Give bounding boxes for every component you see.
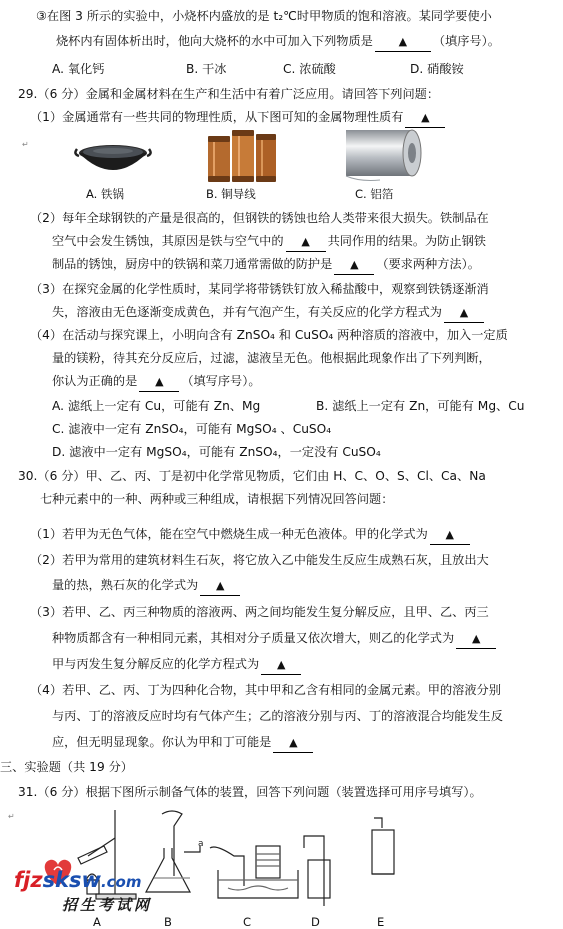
q29-stem: 29.（6 分）金属和金属材料在生产和生活中有着广泛应用。请回答下列问题： <box>18 87 440 101</box>
q30-part-1 <box>30 525 472 545</box>
caption-c: C. 铝箔 <box>355 187 394 201</box>
q28-line-2 <box>56 32 500 52</box>
q29-option-c: C. 滤液中一定有 ZnSO₄，可能有 MgSO₄ 、CuSO₄ <box>52 422 332 436</box>
answer-blank[interactable]: ▲ <box>405 109 445 128</box>
q28-option-a: A. 氧化钙 <box>52 62 105 76</box>
q30-part-2-line-2-text: 量的热，熟石灰的化学式为 <box>52 578 199 592</box>
q30-part-3-line-1: （3）若甲、乙、丙三种物质的溶液两、两之间均能发生复分解反应，且甲、乙、丙三 <box>30 605 489 619</box>
q28-line-2-text: 烧杯内有固体析出时，他向大烧杯的水中可加入下列物质是 <box>56 34 373 48</box>
answer-blank[interactable]: ▲ <box>286 233 326 252</box>
q30-part-4-line-1: （4）若甲、乙、丙、丁为四种化合物，其中甲和乙含有相同的金属元素。甲的溶液分别 <box>30 683 501 697</box>
q29-part-2-line-1: （2）每年全球钢铁的产量是很高的，但钢铁的锈蚀也给人类带来很大损失。铁制品在 <box>30 211 489 225</box>
answer-blank[interactable]: ▲ <box>375 33 431 52</box>
apparatus-e <box>372 818 394 874</box>
label-a: A <box>93 915 101 929</box>
q29-part-2-line-3 <box>52 255 480 275</box>
q29-option-b: B. 滤纸上一定有 Zn，可能有 Mg、Cu <box>316 399 525 413</box>
q30-part-3-line-3 <box>52 655 303 675</box>
answer-blank[interactable]: ▲ <box>334 256 374 275</box>
label-a-small: a <box>198 839 204 849</box>
label-d: D <box>311 915 320 929</box>
q29-part-2-line-2 <box>52 232 486 252</box>
q28-line-2-tail: （填序号）。 <box>432 34 500 48</box>
iron-wok-image <box>72 135 154 183</box>
return-mark-icon: ↵ <box>22 140 29 149</box>
q30-part-4-line-3 <box>52 733 315 753</box>
q29-option-a: A. 滤纸上一定有 Cu，可能有 Zn、Mg <box>52 399 261 413</box>
q29-part-4-line-2: 量的镁粉，待其充分反应后，过滤，滤液呈无色。他根据此现象作出了下列判断， <box>52 351 491 365</box>
label-e: E <box>377 915 385 929</box>
q29-part-3-line-2-a: 失，溶液由无色逐渐变成黄色，并有气泡产生，有关反应的化学方程式为 <box>52 305 442 319</box>
q30-part-4-line-2: 与丙、丁的溶液反应时均有气体产生；乙的溶液分别与丙、丁的溶液混合均能发生反 <box>52 709 503 723</box>
apparatus-c <box>210 846 298 898</box>
q29-option-d: D. 滤液中一定有 MgSO₄，可能有 ZnSO₄，一定没有 CuSO₄ <box>52 445 381 459</box>
q29-part-2-line-3-a: 制品的锈蚀，厨房中的铁锅和菜刀通常需做的防护是 <box>52 257 333 271</box>
answer-blank[interactable]: ▲ <box>273 734 313 753</box>
label-b: B <box>164 915 172 929</box>
q28-option-c: C. 浓硫酸 <box>283 62 336 76</box>
watermark-domain-rest: sksw <box>42 868 101 892</box>
q28-option-b: B. 干冰 <box>186 62 227 76</box>
q30-stem-line-1: 30.（6 分）甲、乙、丙、丁是初中化学常见物质，它们由 H、C、O、S、Cl、Ca、Na <box>18 469 486 483</box>
q29-part-2-line-2-a: 空气中会发生锈蚀，其原因是铁与空气中的 <box>52 234 284 248</box>
q31-stem: 31.（6 分）根据下图所示制备气体的装置，回答下列问题（装置选择可用序号填写）。 <box>18 785 482 799</box>
q29-part-1-text: （1）金属通常有一些共同的物理性质，从下图可知的金属物理性质有 <box>30 110 404 124</box>
q30-part-3-line-2-text: 种物质都含有一种相同元素，其相对分子质量又依次增大，则乙的化学式为 <box>52 631 455 645</box>
q29-part-3-line-1: （3）在探究金属的化学性质时，某同学将带锈铁钉放入稀盐酸中，观察到铁锈逐渐消 <box>30 282 489 296</box>
answer-blank[interactable]: ▲ <box>444 304 484 323</box>
return-mark-icon: ↵ <box>8 812 15 821</box>
apparatus-d <box>304 836 330 906</box>
label-c: C <box>243 915 252 929</box>
q30-part-2-line-1: （2）若甲为常用的建筑材料生石灰，将它放入乙中能发生反应生成熟石灰，且放出大 <box>30 553 489 567</box>
caption-a: A. 铁锅 <box>86 187 124 201</box>
q29-part-2-line-2-b: 共同作用的结果。为防止钢铁 <box>327 234 486 248</box>
answer-blank[interactable]: ▲ <box>261 656 301 675</box>
copper-wire-image <box>204 126 280 184</box>
q29-part-4-line-3-b: （填写序号）。 <box>181 374 261 388</box>
q30-part-4-line-3-text: 应，但无明显现象。你认为甲和丁可能是 <box>52 735 272 749</box>
q30-part-1-text: （1）若甲为无色气体，能在空气中燃烧生成一种无色液体。甲的化学式为 <box>30 527 428 541</box>
answer-blank[interactable]: ▲ <box>139 373 179 392</box>
q30-part-3-line-3-text: 甲与丙发生复分解反应的化学方程式为 <box>52 657 260 671</box>
q29-part-2-line-3-b: （要求两种方法）。 <box>376 257 480 271</box>
q28-option-d: D. 硝酸铵 <box>410 62 464 76</box>
q29-part-4-line-3-a: 你认为正确的是 <box>52 374 138 388</box>
watermark-chinese: 招生考试网 <box>62 896 153 914</box>
aluminum-foil-image <box>340 124 426 184</box>
q30-stem-line-2: 七种元素中的一种、两种或三种组成，请根据下列情况回答问题： <box>40 492 394 506</box>
apparatus-b <box>146 811 200 892</box>
watermark-domain: fjzsksw.com <box>14 868 142 892</box>
section-title-experiments: 三、实验题（共 19 分） <box>0 760 133 774</box>
caption-b: B. 铜导线 <box>206 187 256 201</box>
q29-part-4-line-3 <box>52 372 261 392</box>
q30-part-2-line-2 <box>52 576 242 596</box>
q28-line-1: ③在图 3 所示的实验中，小烧杯内盛放的是 t₂℃时甲物质的饱和溶液。某同学要使小 <box>36 9 492 23</box>
q29-part-4-line-1: （4）在活动与探究课上，小明向含有 ZnSO₄ 和 CuSO₄ 两种溶质的溶液中，加入一定质 <box>30 328 508 342</box>
answer-blank[interactable]: ▲ <box>200 577 240 596</box>
q29-part-3-line-2 <box>52 303 486 323</box>
answer-blank[interactable]: ▲ <box>456 630 496 649</box>
answer-blank[interactable]: ▲ <box>430 526 470 545</box>
q30-part-3-line-2 <box>52 629 498 649</box>
